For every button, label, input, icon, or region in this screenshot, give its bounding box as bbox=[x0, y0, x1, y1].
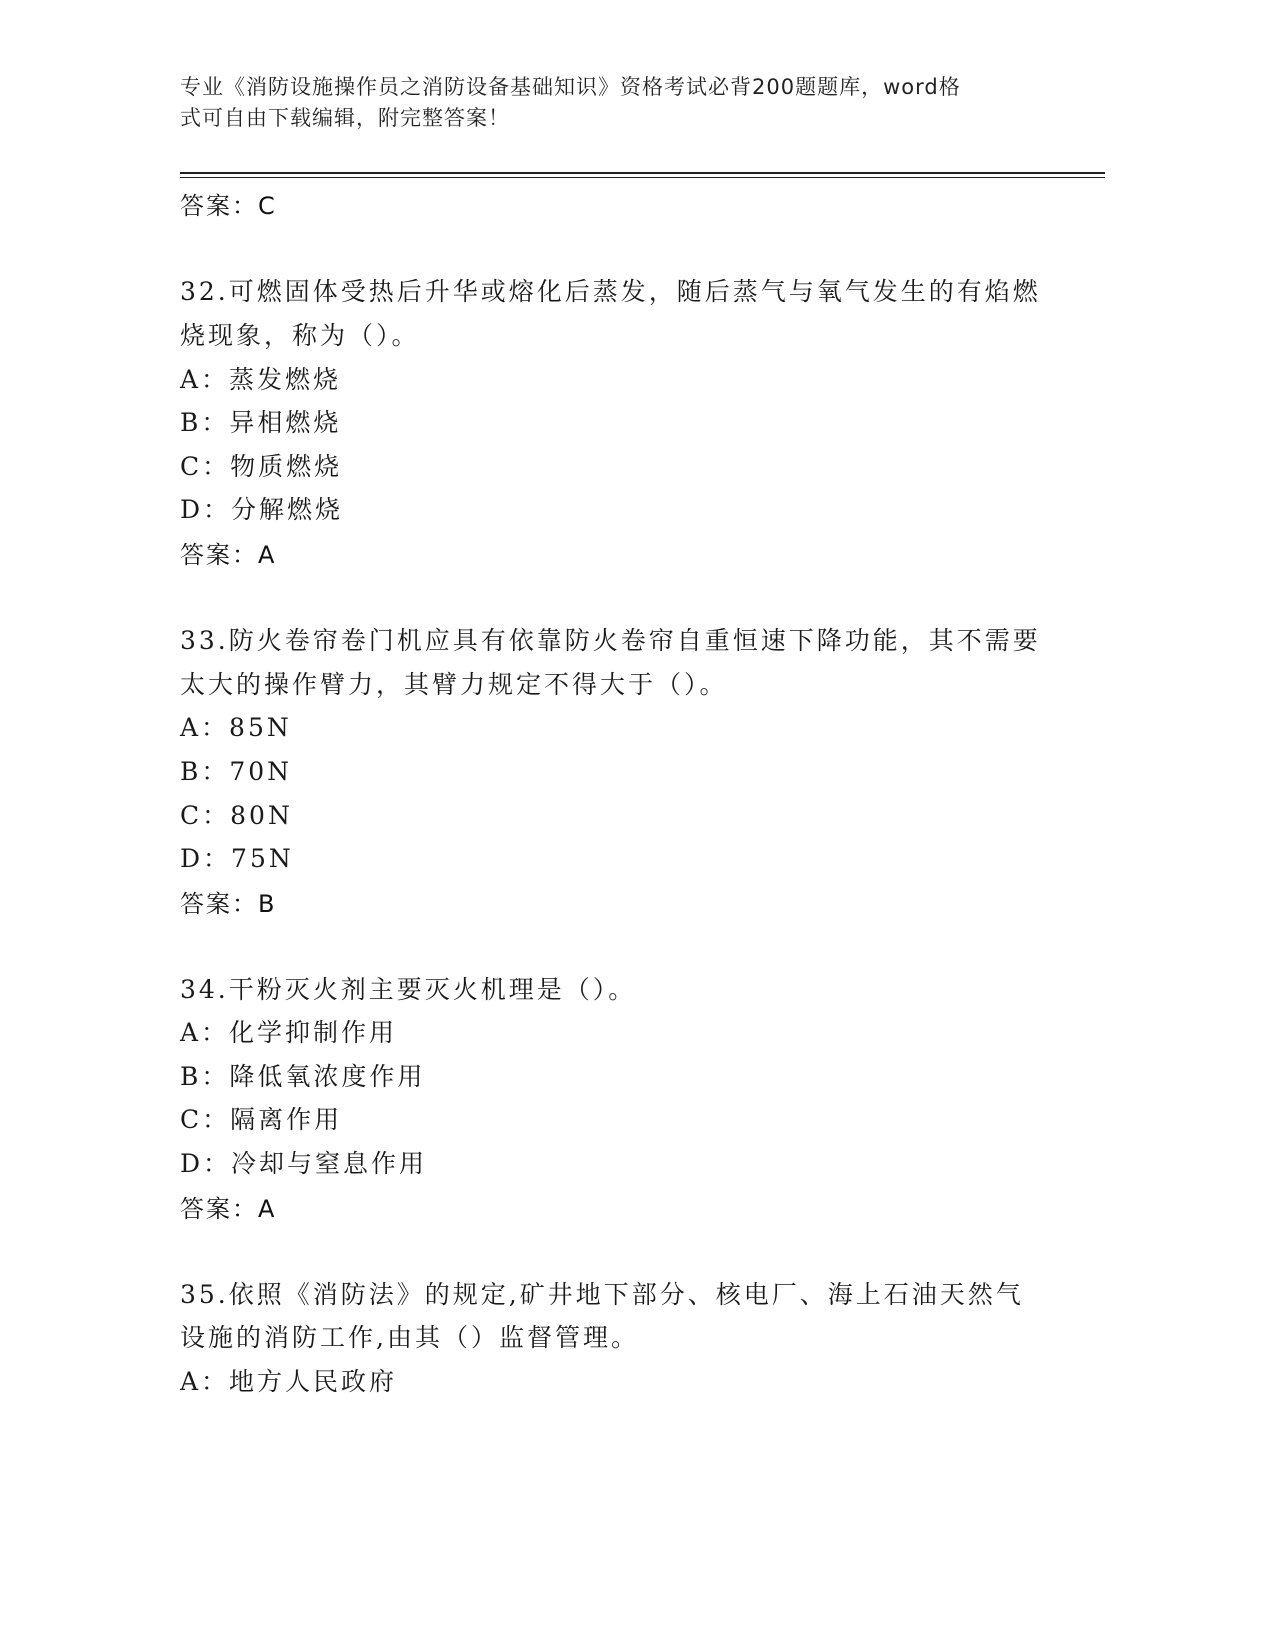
question-34-option-c: C：隔离作用 bbox=[180, 1105, 343, 1134]
question-32-option-c: C：物质燃烧 bbox=[180, 452, 343, 481]
question-32-stem-line-1: 32.可燃固体受热后升华或熔化后蒸发，随后蒸气与氧气发生的有焰燃 bbox=[180, 277, 1041, 306]
question-35-stem-line-2: 设施的消防工作,由其（）监督管理。 bbox=[180, 1323, 639, 1352]
question-32-stem-line-2: 烧现象，称为（）。 bbox=[180, 321, 420, 350]
question-33-option-c: C：80N bbox=[180, 801, 293, 830]
question-33-stem-line-1: 33.防火卷帘卷门机应具有依靠防火卷帘自重恒速下降功能，其不需要 bbox=[180, 626, 1041, 655]
header-divider-thick bbox=[180, 172, 1105, 174]
question-34-answer: 答案：A bbox=[180, 1195, 277, 1223]
question-34-option-b: B：降低氧浓度作用 bbox=[180, 1062, 426, 1091]
header-line-2: 式可自由下载编辑，附完整答案！ bbox=[180, 106, 510, 130]
question-34-stem-line-1: 34.干粉灭火剂主要灭火机理是（）。 bbox=[180, 975, 637, 1004]
question-33-stem-line-2: 太大的操作臂力，其臂力规定不得大于（）。 bbox=[180, 670, 728, 699]
question-34-option-d: D：冷却与窒息作用 bbox=[180, 1149, 428, 1178]
question-33-option-d: D：75N bbox=[180, 844, 294, 873]
question-32-option-d: D：分解燃烧 bbox=[180, 495, 344, 524]
header-divider-thin bbox=[180, 177, 1105, 178]
question-32-answer: 答案：A bbox=[180, 541, 277, 569]
question-33-answer: 答案：B bbox=[180, 890, 277, 918]
header-line-1: 专业《消防设施操作员之消防设备基础知识》资格考试必背200题题库，word格 bbox=[180, 75, 961, 99]
question-33-option-b: B：70N bbox=[180, 757, 293, 786]
question-35-stem-line-1: 35.依照《消防法》的规定,矿井地下部分、核电厂、海上石油天然气 bbox=[180, 1280, 1024, 1309]
question-32-option-b: B：异相燃烧 bbox=[180, 408, 342, 437]
previous-answer: 答案：C bbox=[180, 192, 277, 220]
question-34-option-a: A：化学抑制作用 bbox=[180, 1018, 398, 1047]
document-header bbox=[180, 72, 1050, 134]
question-33-option-a: A：85N bbox=[180, 713, 292, 742]
question-35-option-a: A：地方人民政府 bbox=[180, 1367, 398, 1396]
question-32-option-a: A：蒸发燃烧 bbox=[180, 365, 342, 394]
